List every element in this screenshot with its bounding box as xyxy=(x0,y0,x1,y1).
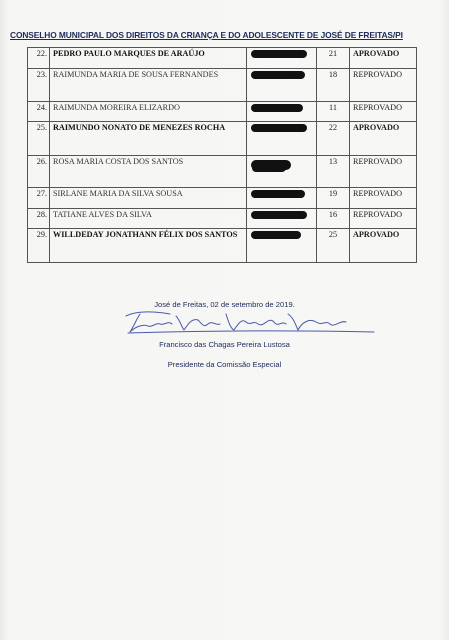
redacted-field xyxy=(247,48,317,69)
candidate-name: RAIMUNDO NONATO DE MENEZES ROCHA xyxy=(50,122,247,156)
signer-role: Presidente da Comissão Especial xyxy=(167,360,282,369)
candidate-name: WILLDEDAY JONATHANN FÉLIX DOS SANTOS xyxy=(50,229,247,263)
table-row xyxy=(28,229,417,263)
result-status: APROVADO xyxy=(350,122,417,156)
result-status: REPROVADO xyxy=(350,188,417,209)
result-status: APROVADO xyxy=(350,229,417,263)
redaction-mark xyxy=(251,231,301,239)
row-number: 29. xyxy=(28,229,50,263)
score: 13 xyxy=(317,156,350,188)
score: 16 xyxy=(317,209,350,229)
results-table xyxy=(27,47,417,263)
date-line: José de Freitas, 02 de setembro de 2019. xyxy=(154,300,295,309)
score: 21 xyxy=(317,48,350,69)
signature-stroke xyxy=(226,314,286,330)
redacted-field xyxy=(247,209,317,229)
redaction-mark xyxy=(251,124,307,132)
result-status: REPROVADO xyxy=(350,69,417,102)
row-number: 27. xyxy=(28,188,50,209)
candidate-name: PEDRO PAULO MARQUES DE ARAÚJO xyxy=(50,48,247,69)
redacted-field xyxy=(247,188,317,209)
row-number: 28. xyxy=(28,209,50,229)
candidate-name: RAIMUNDA MARIA DE SOUSA FERNANDES xyxy=(50,69,247,102)
signature-stroke xyxy=(126,312,170,316)
redaction-mark xyxy=(251,104,303,112)
result-status: APROVADO xyxy=(350,48,417,69)
signature-stroke xyxy=(176,316,220,330)
result-status: REPROVADO xyxy=(350,156,417,188)
redacted-field xyxy=(247,156,317,188)
table-row xyxy=(28,48,417,69)
table-row xyxy=(28,209,417,229)
result-status: REPROVADO xyxy=(350,209,417,229)
redaction-mark xyxy=(251,160,287,170)
redacted-field xyxy=(247,69,317,102)
redaction-mark xyxy=(251,50,307,58)
score: 18 xyxy=(317,69,350,102)
signature-stroke xyxy=(288,314,346,330)
signer-name: Francisco das Chagas Pereira Lustosa xyxy=(159,340,290,349)
redaction-mark xyxy=(251,71,305,79)
result-status: REPROVADO xyxy=(350,102,417,122)
redaction-mark xyxy=(251,211,307,219)
row-number: 25. xyxy=(28,122,50,156)
table-row xyxy=(28,122,417,156)
candidate-name: ROSA MARIA COSTA DOS SANTOS xyxy=(50,156,247,188)
redacted-field xyxy=(247,122,317,156)
signature-stroke xyxy=(130,314,172,332)
signature-underline xyxy=(128,331,374,333)
row-number: 26. xyxy=(28,156,50,188)
score: 22 xyxy=(317,122,350,156)
redacted-field xyxy=(247,229,317,263)
row-number: 24. xyxy=(28,102,50,122)
row-number: 23. xyxy=(28,69,50,102)
table-row xyxy=(28,156,417,188)
score: 19 xyxy=(317,188,350,209)
handwritten-signature xyxy=(118,306,378,338)
redaction-mark xyxy=(251,190,305,198)
table-row xyxy=(28,69,417,102)
candidate-name: TATIANE ALVES DA SILVA xyxy=(50,209,247,229)
score: 11 xyxy=(317,102,350,122)
row-number: 22. xyxy=(28,48,50,69)
score: 25 xyxy=(317,229,350,263)
document-header: CONSELHO MUNICIPAL DOS DIREITOS DA CRIANÇA E DO ADOLESCENTE DE JOSÉ DE FREITAS/PI xyxy=(10,30,403,40)
table-row xyxy=(28,188,417,209)
candidate-name: SIRLANE MARIA DA SILVA SOUSA xyxy=(50,188,247,209)
results-table-body xyxy=(28,48,417,263)
redacted-field xyxy=(247,102,317,122)
table-row xyxy=(28,102,417,122)
candidate-name: RAIMUNDA MOREIRA ELIZARDO xyxy=(50,102,247,122)
